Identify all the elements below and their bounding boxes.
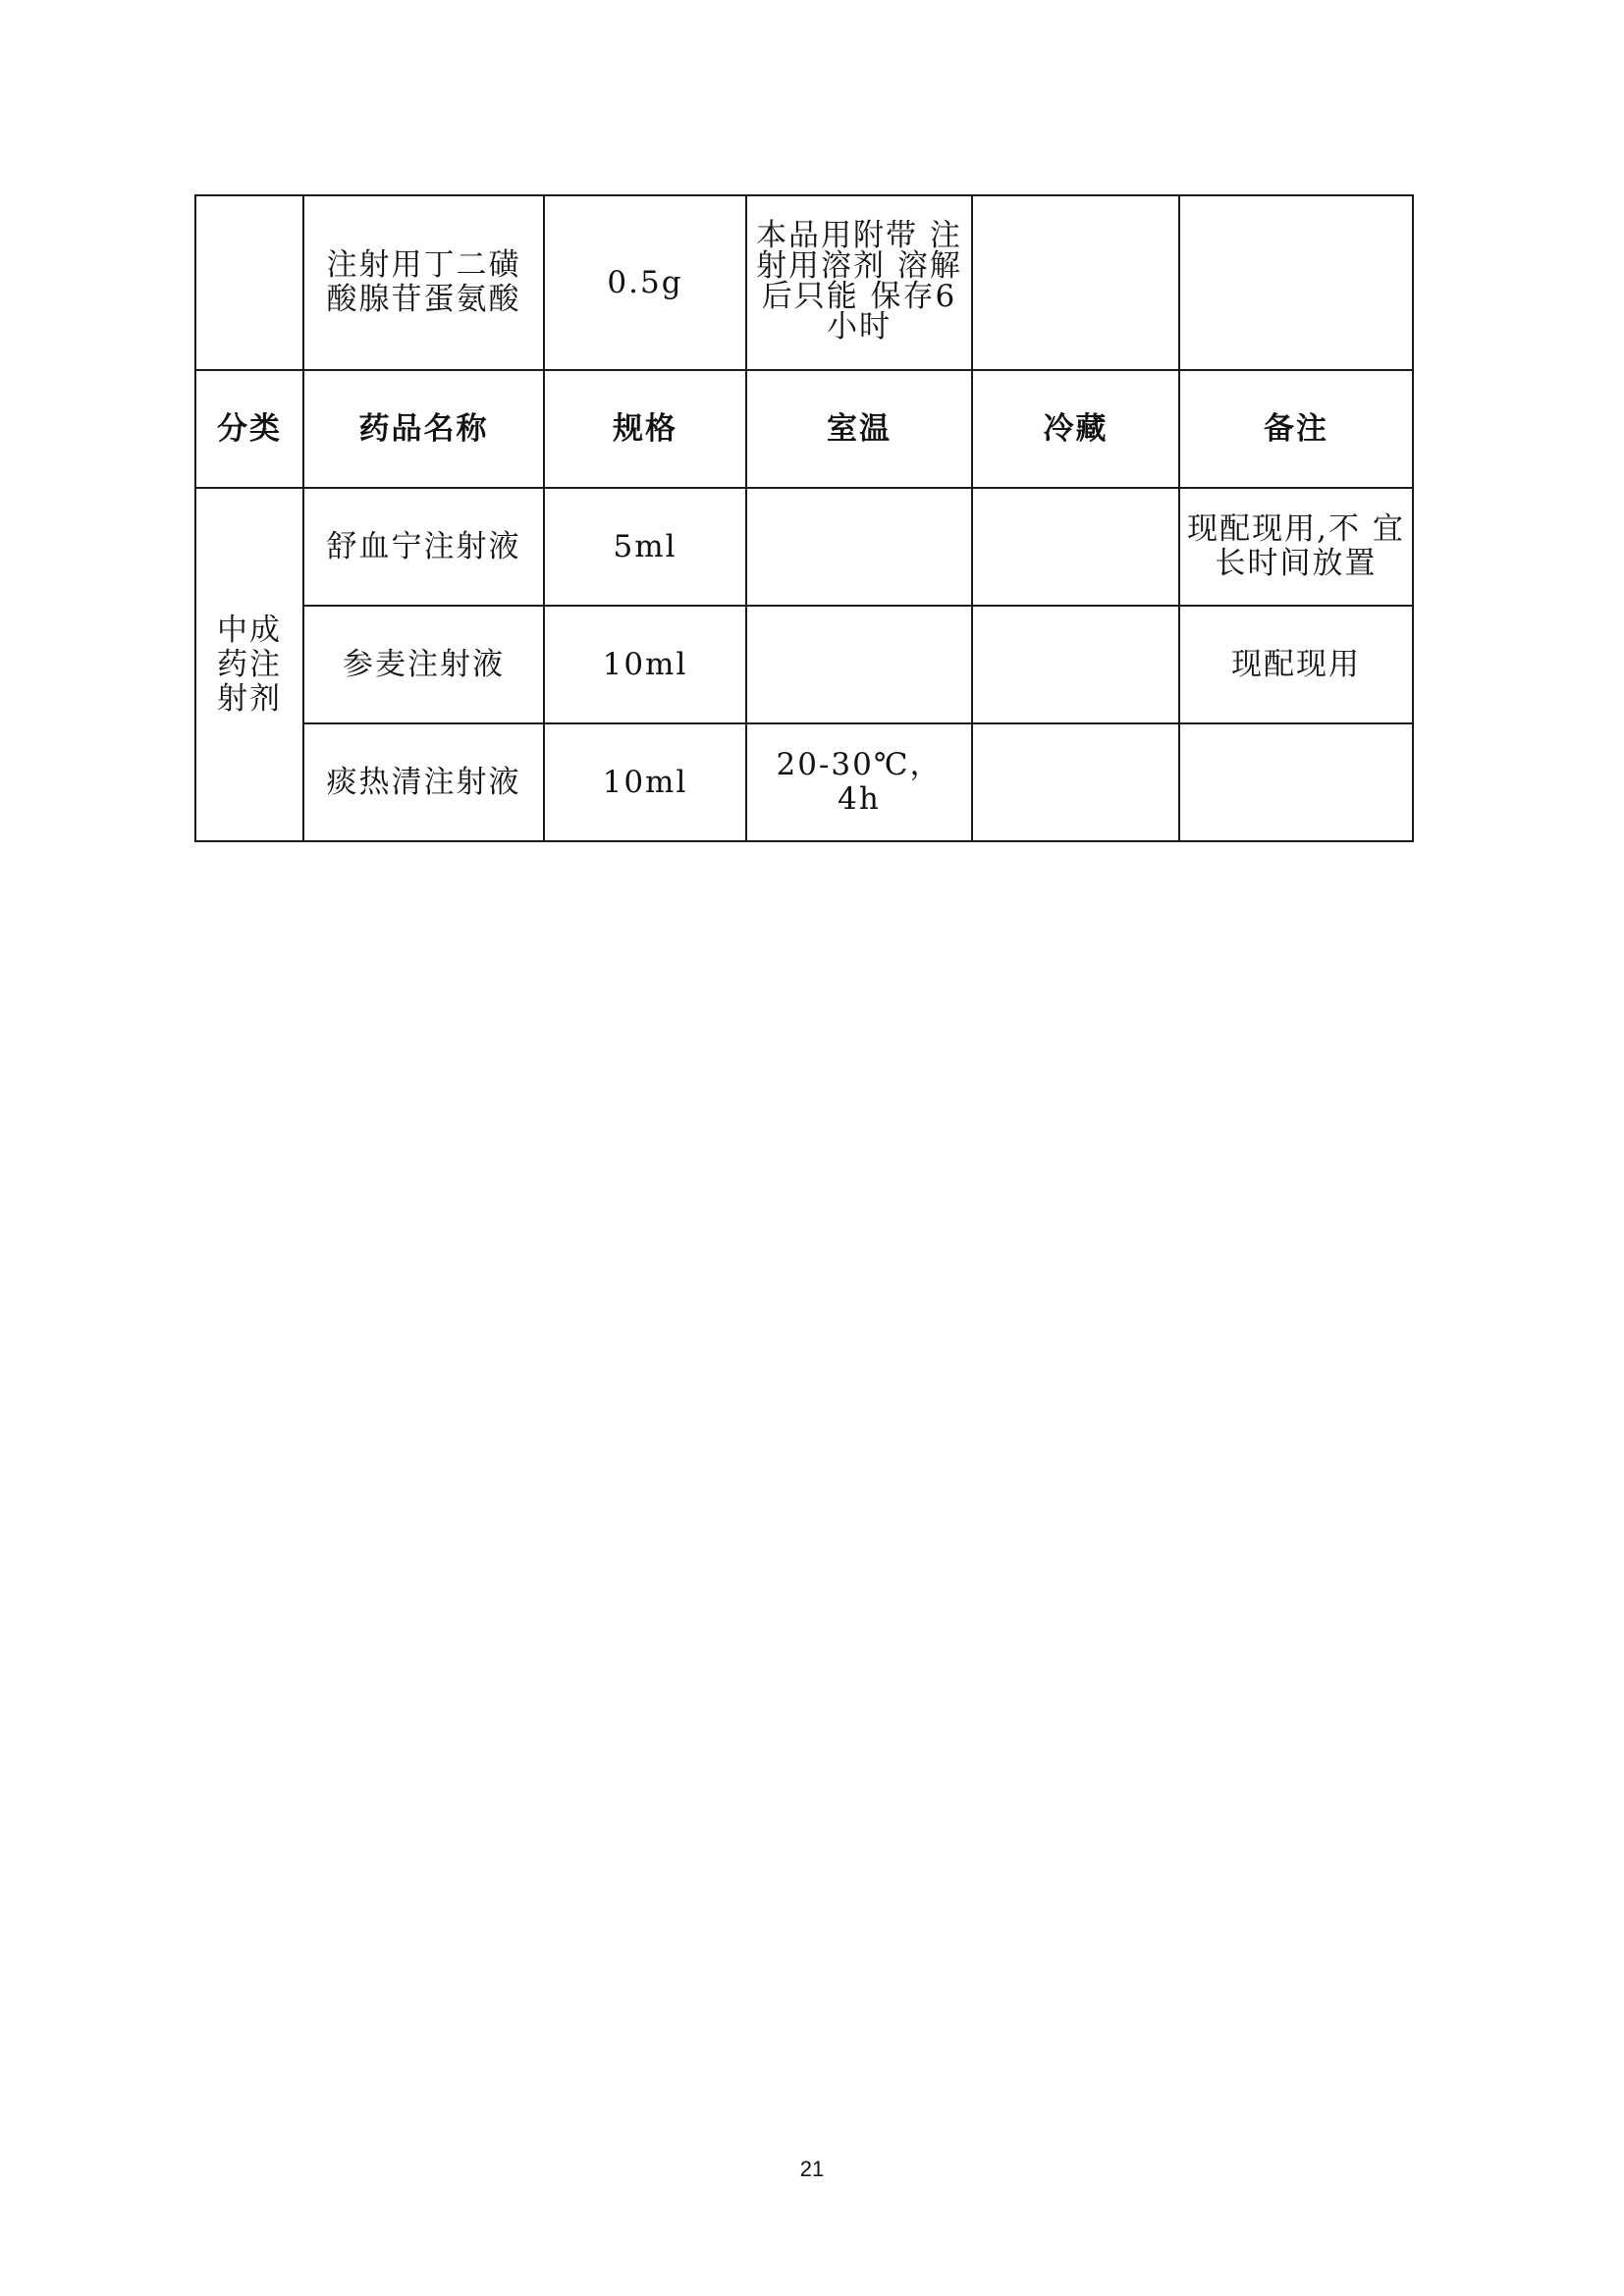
table-header-row [195, 370, 1413, 488]
category-cell: 中成药注射剂 [195, 488, 303, 841]
table-row [195, 488, 1413, 606]
refrigerated-cell [972, 723, 1179, 841]
table-row [195, 195, 1413, 370]
spec-cell: 5ml [544, 488, 746, 606]
drug-name-cell: 注射用丁二磺酸腺苷蛋氨酸 [303, 195, 544, 370]
drug-name-cell: 痰热清注射液 [303, 723, 544, 841]
drug-name-cell: 舒血宁注射液 [303, 488, 544, 606]
spec-cell: 10ml [544, 723, 746, 841]
room-temp-cell [746, 488, 972, 606]
header-room-temp: 室温 [746, 370, 972, 488]
remarks-cell [1179, 195, 1413, 370]
remarks-cell: 现配现用 [1179, 606, 1413, 723]
header-refrigerated: 冷藏 [972, 370, 1179, 488]
drug-storage-table [194, 194, 1414, 842]
page-number: 21 [799, 2157, 825, 2181]
header-drug-name: 药品名称 [303, 370, 544, 488]
refrigerated-cell [972, 488, 1179, 606]
table-row [195, 723, 1413, 841]
table-row [195, 606, 1413, 723]
header-remarks: 备注 [1179, 370, 1413, 488]
room-temp-cell [746, 606, 972, 723]
room-temp-cell: 20-30℃， 4h [746, 723, 972, 841]
drug-name-cell: 参麦注射液 [303, 606, 544, 723]
category-cell [195, 195, 303, 370]
refrigerated-cell [972, 195, 1179, 370]
spec-cell: 0.5g [544, 195, 746, 370]
remarks-cell [1179, 723, 1413, 841]
remarks-cell: 现配现用,不 宜长时间放置 [1179, 488, 1413, 606]
refrigerated-cell [972, 606, 1179, 723]
spec-cell: 10ml [544, 606, 746, 723]
header-category: 分类 [195, 370, 303, 488]
header-spec: 规格 [544, 370, 746, 488]
room-temp-cell: 本品用附带 注射用溶剂 溶解后只能 保存6小时 [746, 195, 972, 370]
